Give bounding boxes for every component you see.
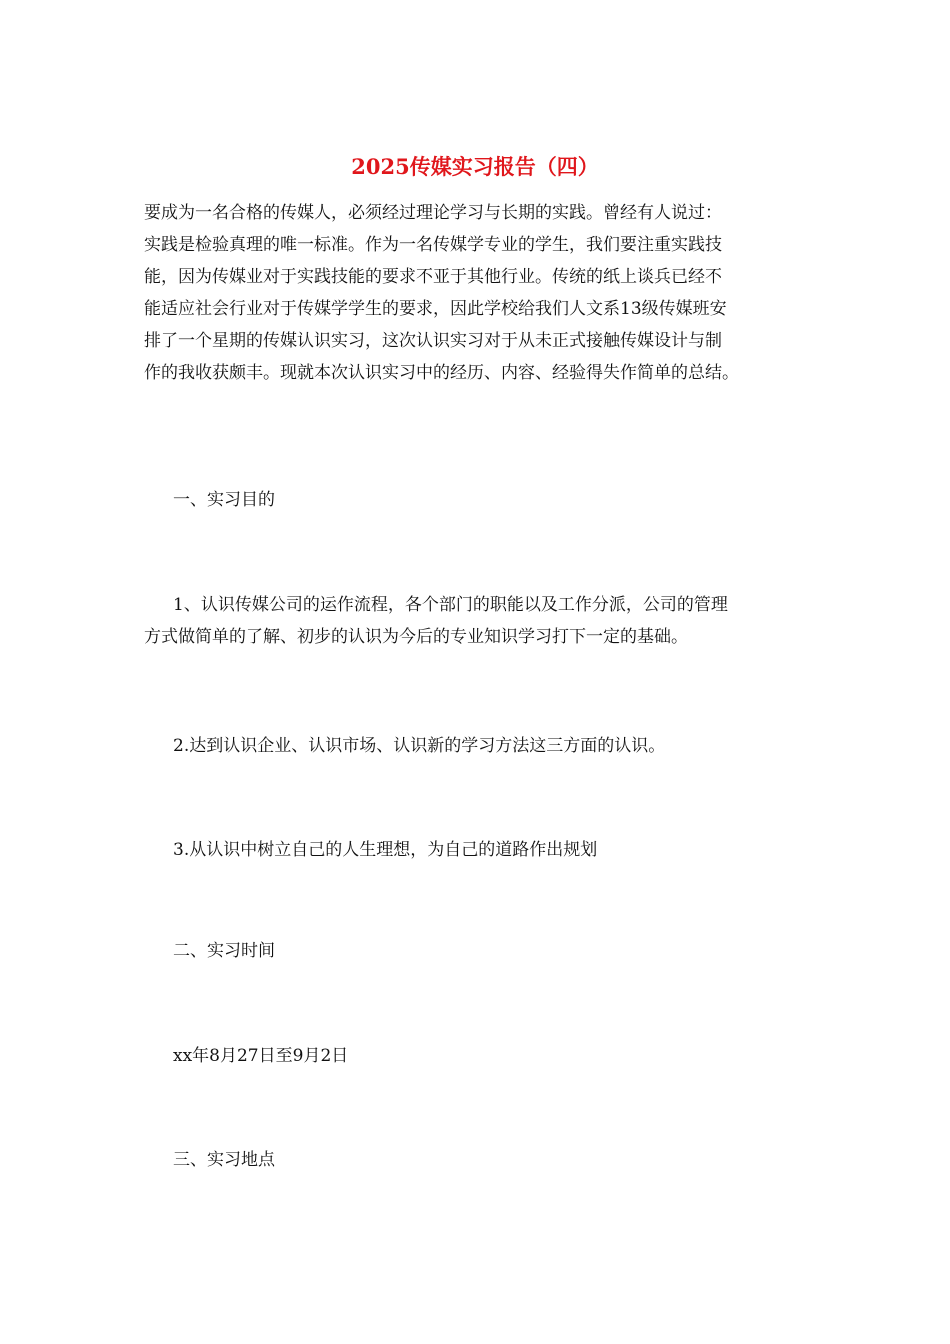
purpose-item-1 (144, 589, 728, 653)
purpose-item-3: 3.从认识中树立自己的人生理想，为自己的道路作出规划 (173, 840, 598, 860)
intro-line: 要成为一名合格的传媒人，必须经过理论学习与长期的实践。曾经有人说过： (144, 203, 722, 223)
intro-line: 实践是检验真理的唯一标准。作为一名传媒学专业的学生，我们要注重实践技 (144, 235, 722, 255)
purpose-item-2: 2.达到认识企业、认识市场、认识新的学习方法这三方面的认识。 (173, 736, 666, 756)
intro-line: 能适应社会行业对于传媒学学生的要求，因此学校给我们人文系13级传媒班安 (144, 299, 727, 319)
internship-time: xx年8月27日至9月2日 (173, 1046, 349, 1066)
intro-line: 排了一个星期的传媒认识实习，这次认识实习对于从未正式接触传媒设计与制 (144, 331, 722, 351)
intro-line: 能，因为传媒业对于实践技能的要求不亚于其他行业。传统的纸上谈兵已经不 (144, 267, 722, 287)
purpose-item-1-line: 1、认识传媒公司的运作流程，各个部门的职能以及工作分派，公司的管理 (173, 595, 728, 615)
purpose-item-1-line: 方式做简单的了解、初步的认识为今后的专业知识学习打下一定的基础。 (144, 627, 688, 647)
document-title: 2025传媒实习报告（四） (351, 154, 599, 179)
section-heading-purpose: 一、实习目的 (173, 490, 275, 510)
intro-line: 作的我收获颇丰。现就本次认识实习中的经历、内容、经验得失作简单的总结。 (144, 363, 739, 383)
section-heading-time: 二、实习时间 (173, 941, 275, 961)
section-heading-location: 三、实习地点 (173, 1150, 275, 1170)
intro-paragraph (144, 197, 810, 389)
